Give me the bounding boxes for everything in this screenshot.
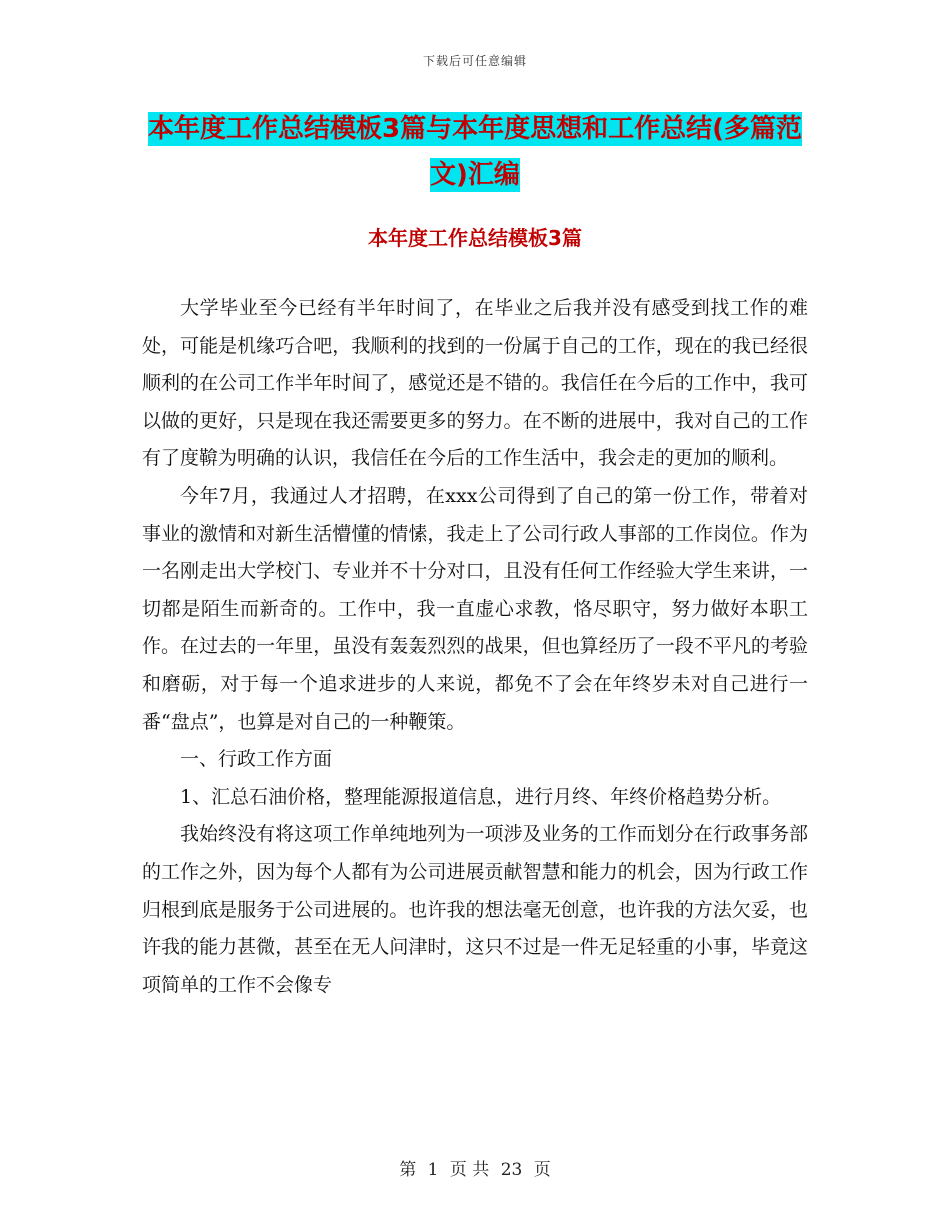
section-title: 本年度工作总结模板3篇 [368, 226, 582, 250]
footer-middle: 页 共 [449, 1160, 490, 1180]
footer-prefix: 第 [399, 1160, 417, 1180]
document-title [142, 106, 808, 198]
page-footer [0, 1155, 950, 1180]
footer-suffix: 页 [533, 1160, 551, 1180]
page-number: 1 [427, 1160, 439, 1180]
paragraph: 大学毕业至今已经有半年时间了，在毕业之后我并没有感受到找工作的难处，可能是机缘巧合吧，我顺利的找到的一份属于自己的工作，现在的我已经很顺利的在公司工作半年时间了，感觉还是不错的。我信任在今后的工作中，我可以做的更好，只是现在我还需要更多的努力。在不断的进展中，我对自己的工作有了度鞥为明确的认识，我信任在今后的工作生活中，我会走的更加的顺利。 [142, 297, 808, 470]
paragraph: 一、行政工作方面 [180, 748, 333, 771]
document-body [142, 290, 808, 1004]
paragraph: 今年7月，我通过人才招聘，在xxx公司得到了自己的第一份工作，带着对事业的激情和对新生活懵懂的情愫，我走上了公司行政人事部的工作岗位。作为一名刚走出大学校门、专业并不十分对口，且没有任何工作经验大学生来讲，一切都是陌生而新奇的。工作中，我一直虚心求教，恪尽职守，努力做好本职工作。在过去的一年里，虽没有轰轰烈烈的战果，但也算经历了一段不平凡的考验和磨砺，对于每一个追求进步的人来说，都免不了会在年终岁未对自己进行一番“盘点”，也算是对自己的一种鞭策。 [142, 484, 808, 733]
document-title-text: 本年度工作总结模板3篇与本年度思想和工作总结(多篇范文)汇编 [148, 114, 802, 190]
paragraph: 我始终没有将这项工作单纯地列为一项涉及业务的工作而划分在行政事务部的工作之外，因为每个人都有为公司进展贡献智慧和能力的机会，因为行政工作归根到底是服务于公司进展的。也许我的想法毫无创意，也许我的方法欠妥，也许我的能力甚微，甚至在无人问津时，这只不过是一件无足轻重的小事，毕竟这项简单的工作不会像专 [142, 823, 808, 996]
header-note: 下载后可任意编辑 [422, 54, 527, 68]
total-pages: 23 [500, 1160, 523, 1180]
paragraph: 1、汇总石油价格，整理能源报道信息，进行月终、年终价格趋势分析。 [180, 785, 782, 808]
